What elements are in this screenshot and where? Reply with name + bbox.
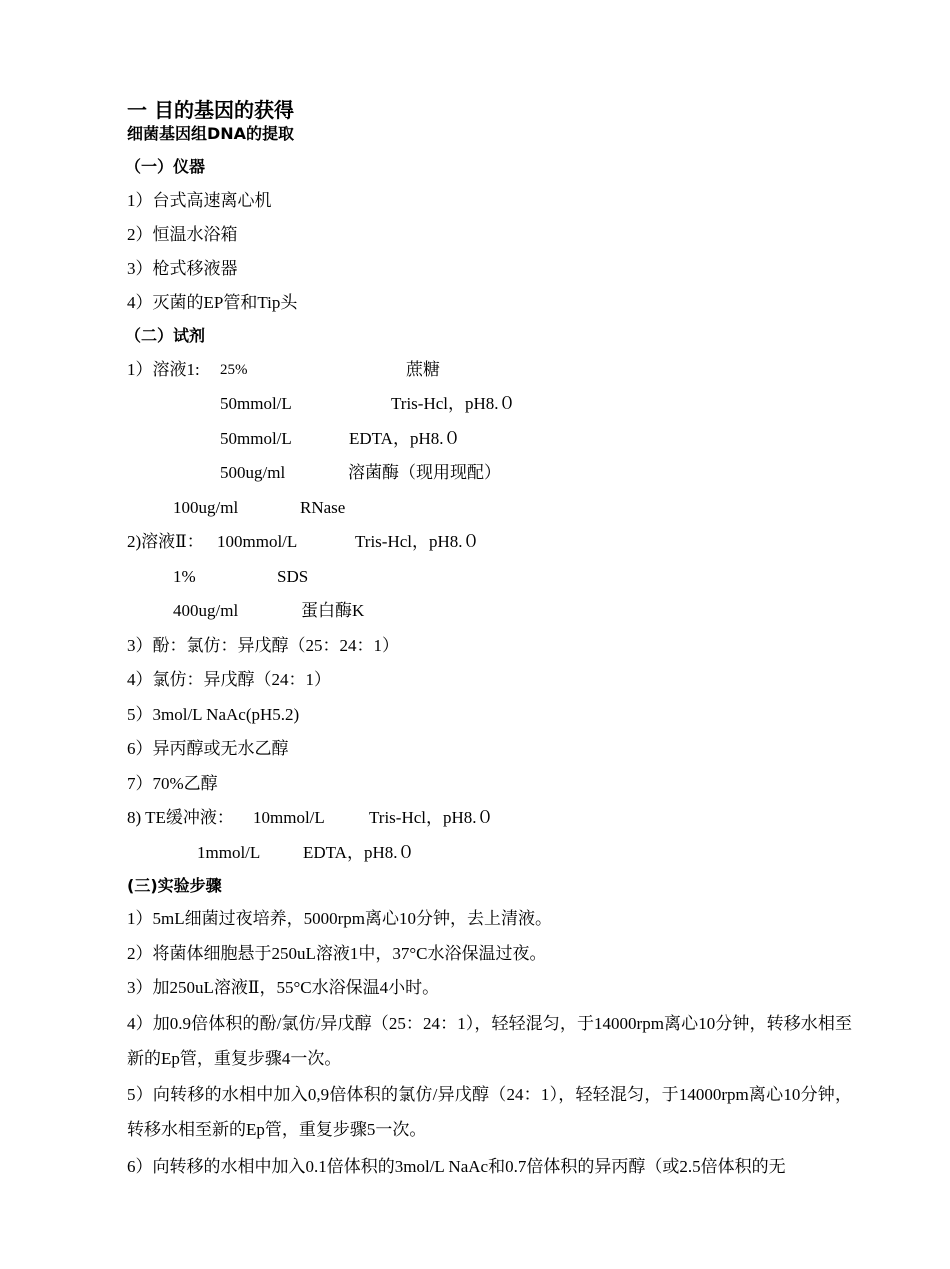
step-item: 4）加0.9倍体积的酚/氯仿/异戊醇（25：24：1），轻轻混匀，于14000rpm离心10分钟，转移水相至新的Ep管，重复步骤4一次。 <box>127 1014 852 1068</box>
list-item: 6）异丙醇或无水乙醇 <box>127 739 289 758</box>
list-item: 3）枪式移液器 <box>127 259 238 278</box>
reagent-concentration: 10mmol/L <box>253 808 325 827</box>
reagent-name: RNase <box>300 498 346 517</box>
page-subtitle: 细菌基因组DNA的提取 <box>127 124 295 143</box>
list-item: 5）3mol/L NaAc(pH5.2) <box>127 705 300 724</box>
section-heading-procedure: (三)实验步骤 <box>127 876 222 895</box>
reagent-concentration: 100ug/ml <box>173 498 239 517</box>
reagent-name: 蔗糖 <box>406 360 440 379</box>
step-item: 3）加250uL溶液Ⅱ，55°C水浴保温4小时。 <box>127 978 440 997</box>
reagent-name: 溶菌酶（现用现配） <box>348 463 501 482</box>
reagent-concentration: 1% <box>173 567 196 586</box>
list-item: 1）台式高速离心机 <box>127 191 272 210</box>
section-heading-instruments: （一）仪器 <box>125 157 206 176</box>
te-buffer-label: 8) TE缓冲液： <box>127 808 234 827</box>
list-item: 4）灭菌的EP管和Tip头 <box>127 293 298 312</box>
reagent-concentration: 500ug/ml <box>220 463 286 482</box>
list-item: 3）酚：氯仿：异戊醇（25：24：1） <box>127 636 399 655</box>
step-item: 5）向转移的水相中加入0,9倍体积的氯仿/异戊醇（24：1），轻轻混匀，于14000rpm离心10分钟，转移水相至新的Ep管，重复步骤5一次。 <box>127 1085 852 1139</box>
step-item: 2）将菌体细胞悬于250uL溶液1中，37°C水浴保温过夜。 <box>127 944 547 963</box>
reagent-name: EDTA，pH8.０ <box>303 843 415 862</box>
reagent-concentration: 50mmol/L <box>220 394 292 413</box>
reagent-concentration: 100mmol/L <box>217 532 298 551</box>
reagent-concentration: 1mmol/L <box>197 843 261 862</box>
solution1-label: 1）溶液1: <box>127 360 200 379</box>
solution2-label: 2)溶液Ⅱ： <box>127 532 204 551</box>
reagent-name: Tris-Hcl，pH8.０ <box>391 394 516 413</box>
step-item: 1）5mL细菌过夜培养，5000rpm离心10分钟，去上清液。 <box>127 909 552 928</box>
reagent-concentration: 400ug/ml <box>173 601 239 620</box>
page-title: 一 目的基因的获得 <box>127 98 294 122</box>
list-item: 2）恒温水浴箱 <box>127 225 238 244</box>
reagent-concentration: 50mmol/L <box>220 429 292 448</box>
list-item: 4）氯仿：异戊醇（24：1） <box>127 670 331 689</box>
section-heading-reagents: （二）试剂 <box>125 326 206 345</box>
reagent-name: 蛋白酶K <box>301 601 365 620</box>
reagent-name: EDTA，pH8.０ <box>349 429 461 448</box>
reagent-name: Tris-Hcl，pH8.０ <box>355 532 480 551</box>
step-item: 6）向转移的水相中加入0.1倍体积的3mol/L NaAc和0.7倍体积的异丙醇（或2.5倍体积的无 <box>127 1157 786 1176</box>
reagent-concentration: 25% <box>220 362 248 378</box>
reagent-name: Tris-Hcl，pH8.０ <box>369 808 494 827</box>
reagent-name: SDS <box>277 567 309 586</box>
list-item: 7）70%乙醇 <box>127 774 218 793</box>
